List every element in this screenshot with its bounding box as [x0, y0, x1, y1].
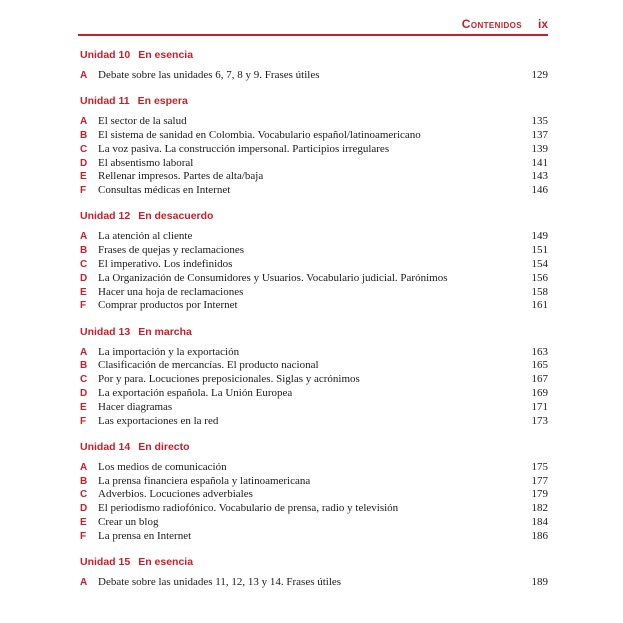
- toc-entry[interactable]: [80, 286, 548, 300]
- entry-letter: C: [80, 489, 88, 501]
- toc-entry[interactable]: [80, 373, 548, 387]
- unit-number: Unidad 11: [80, 95, 130, 108]
- entry-page: 141: [531, 156, 548, 169]
- entry-letter: E: [80, 401, 87, 413]
- entry-title: El absentismo laboral: [98, 156, 194, 169]
- entry-letter: D: [80, 157, 88, 169]
- entry-title: La prensa financiera española y latinoamericana: [98, 474, 311, 487]
- toc-entry[interactable]: [80, 69, 548, 83]
- entry-letter: C: [80, 143, 88, 155]
- unit-section: [80, 48, 548, 83]
- entry-page: 151: [531, 244, 548, 257]
- unit-heading: [80, 325, 548, 339]
- entry-letter: F: [80, 185, 87, 197]
- toc-entry[interactable]: [80, 230, 548, 244]
- entry-letter: E: [80, 171, 87, 183]
- entry-page: 177: [531, 474, 548, 487]
- entry-title: Clasificación de mercancías. El producto nacional: [98, 359, 319, 372]
- entry-title: Por y para. Locuciones preposicionales. Siglas y acrónimos: [98, 373, 360, 386]
- toc-entry[interactable]: [80, 143, 548, 157]
- entry-title: Las exportaciones en la red: [98, 414, 219, 427]
- entry-page: 179: [531, 488, 548, 501]
- entry-title: La atención al cliente: [98, 230, 193, 243]
- toc-entry[interactable]: [80, 530, 548, 544]
- unit-number: Unidad 14: [80, 440, 131, 453]
- entry-title: El sistema de sanidad en Colombia. Vocabulario español/latinoamericano: [98, 128, 421, 141]
- entry-letter: A: [80, 346, 88, 358]
- entry-page: 154: [531, 257, 548, 270]
- toc-entry[interactable]: [80, 387, 548, 401]
- entry-letter: C: [80, 374, 88, 386]
- entry-page: 158: [531, 285, 548, 298]
- entry-page: 146: [531, 184, 548, 197]
- toc-entry[interactable]: [80, 272, 548, 286]
- toc-entry[interactable]: [80, 502, 548, 516]
- entry-letter: F: [80, 300, 87, 312]
- toc-entry[interactable]: [80, 346, 548, 360]
- entry-letter: D: [80, 387, 88, 399]
- entry-letter: B: [80, 129, 88, 141]
- entry-letter: A: [80, 576, 88, 588]
- toc-entry[interactable]: [80, 401, 548, 415]
- toc-entry[interactable]: [80, 170, 548, 184]
- toc-entry[interactable]: [80, 129, 548, 143]
- entry-title: La importación y la exportación: [98, 345, 240, 358]
- entry-letter: E: [80, 516, 87, 528]
- entry-title: La voz pasiva. La construcción impersonal. Participios irregulares: [98, 142, 390, 155]
- unit-name: En directo: [138, 440, 190, 453]
- entry-letter: C: [80, 258, 88, 270]
- unit-name: En esencia: [138, 49, 194, 61]
- unit-name: En marcha: [138, 325, 192, 338]
- entry-title: El periodismo radiofónico. Vocabulario de prensa, radio y televisión: [98, 502, 399, 515]
- entry-page: 189: [531, 575, 548, 588]
- entry-page: 169: [531, 386, 548, 399]
- entry-page: 135: [531, 115, 548, 128]
- entry-letter: D: [80, 272, 88, 284]
- entry-page: 139: [531, 142, 548, 155]
- entry-page: 143: [531, 170, 548, 183]
- unit-name: En desacuerdo: [138, 210, 214, 223]
- entry-page: 161: [531, 299, 548, 312]
- entry-page: 175: [531, 460, 548, 473]
- entry-page: 173: [531, 414, 548, 427]
- entry-letter: A: [80, 116, 88, 128]
- toc-entry[interactable]: [80, 516, 548, 530]
- page-header: [78, 14, 548, 34]
- unit-section: [80, 440, 548, 544]
- entry-letter: B: [80, 475, 88, 487]
- entry-title: La prensa en Internet: [98, 529, 192, 542]
- entry-title: El sector de la salud: [98, 115, 187, 128]
- toc-entry[interactable]: [80, 184, 548, 198]
- entry-title: La Organización de Consumidores y Usuarios. Vocabulario judicial. Parónimos: [98, 271, 448, 284]
- entry-page: 171: [531, 400, 548, 413]
- toc-entry[interactable]: [80, 488, 548, 502]
- toc-entry[interactable]: [80, 576, 548, 590]
- entry-title: Hacer una hoja de reclamaciones: [98, 285, 244, 298]
- entry-letter: A: [80, 70, 88, 81]
- entry-page: 149: [531, 230, 548, 243]
- unit-heading: [80, 440, 548, 454]
- unit-number: Unidad 10: [80, 49, 131, 61]
- entry-title: Consultas médicas en Internet: [98, 184, 231, 197]
- toc-entry[interactable]: [80, 244, 548, 258]
- entry-page: 129: [531, 69, 548, 81]
- table-of-contents: [80, 48, 548, 601]
- page-title: Contenidos: [461, 17, 522, 31]
- toc-entry[interactable]: [80, 461, 548, 475]
- entry-title: Comprar productos por Internet: [98, 299, 238, 312]
- entry-page: 184: [531, 515, 548, 528]
- entry-letter: B: [80, 245, 88, 257]
- entry-title: Rellenar impresos. Partes de alta/baja: [98, 170, 264, 183]
- entry-title: Debate sobre las unidades 6, 7, 8 y 9. Frases útiles: [98, 69, 320, 81]
- unit-section: [80, 325, 548, 429]
- entry-letter: D: [80, 503, 88, 515]
- header-rule: [78, 34, 548, 36]
- entry-letter: F: [80, 530, 87, 542]
- toc-entry[interactable]: [80, 258, 548, 272]
- unit-number: Unidad 12: [80, 210, 131, 223]
- toc-entry[interactable]: [80, 115, 548, 129]
- entry-title: El imperativo. Los indefinidos: [98, 257, 233, 270]
- unit-heading: [80, 48, 548, 62]
- entry-letter: A: [80, 461, 88, 473]
- toc-entry[interactable]: [80, 415, 548, 429]
- entry-page: 163: [531, 345, 548, 358]
- toc-entry[interactable]: [80, 475, 548, 489]
- page-number: ix: [537, 17, 548, 31]
- unit-number: Unidad 13: [80, 325, 131, 338]
- unit-name: En espera: [137, 95, 188, 108]
- entry-letter: B: [80, 360, 88, 372]
- entry-title: Crear un blog: [98, 515, 159, 528]
- entry-title: Adverbios. Locuciones adverbiales: [98, 488, 253, 501]
- entry-page: 137: [531, 128, 548, 141]
- unit-section: [80, 209, 548, 313]
- entry-page: 186: [531, 529, 548, 542]
- entry-title: Los medios de comunicación: [98, 460, 227, 473]
- entry-letter: F: [80, 415, 87, 427]
- unit-number: Unidad 15: [80, 555, 131, 568]
- entry-title: Debate sobre las unidades 11, 12, 13 y 14. Frases útiles: [98, 575, 342, 588]
- entry-title: Frases de quejas y reclamaciones: [98, 244, 244, 257]
- entry-page: 165: [531, 359, 548, 372]
- entry-page: 167: [531, 373, 548, 386]
- toc-entry[interactable]: [80, 359, 548, 373]
- entry-title: Hacer diagramas: [98, 400, 173, 413]
- unit-heading: [80, 209, 548, 223]
- unit-section: [80, 94, 548, 198]
- unit-section: [80, 555, 548, 590]
- entry-page: 156: [531, 271, 548, 284]
- entry-letter: E: [80, 286, 87, 298]
- entry-page: 182: [531, 502, 548, 515]
- entry-letter: A: [80, 231, 88, 243]
- toc-entry[interactable]: [80, 157, 548, 171]
- entry-title: La exportación española. La Unión Europea: [98, 386, 293, 399]
- unit-name: En esencia: [138, 555, 194, 568]
- unit-heading: [80, 94, 548, 108]
- toc-entry[interactable]: [80, 299, 548, 313]
- unit-heading: [80, 555, 548, 569]
